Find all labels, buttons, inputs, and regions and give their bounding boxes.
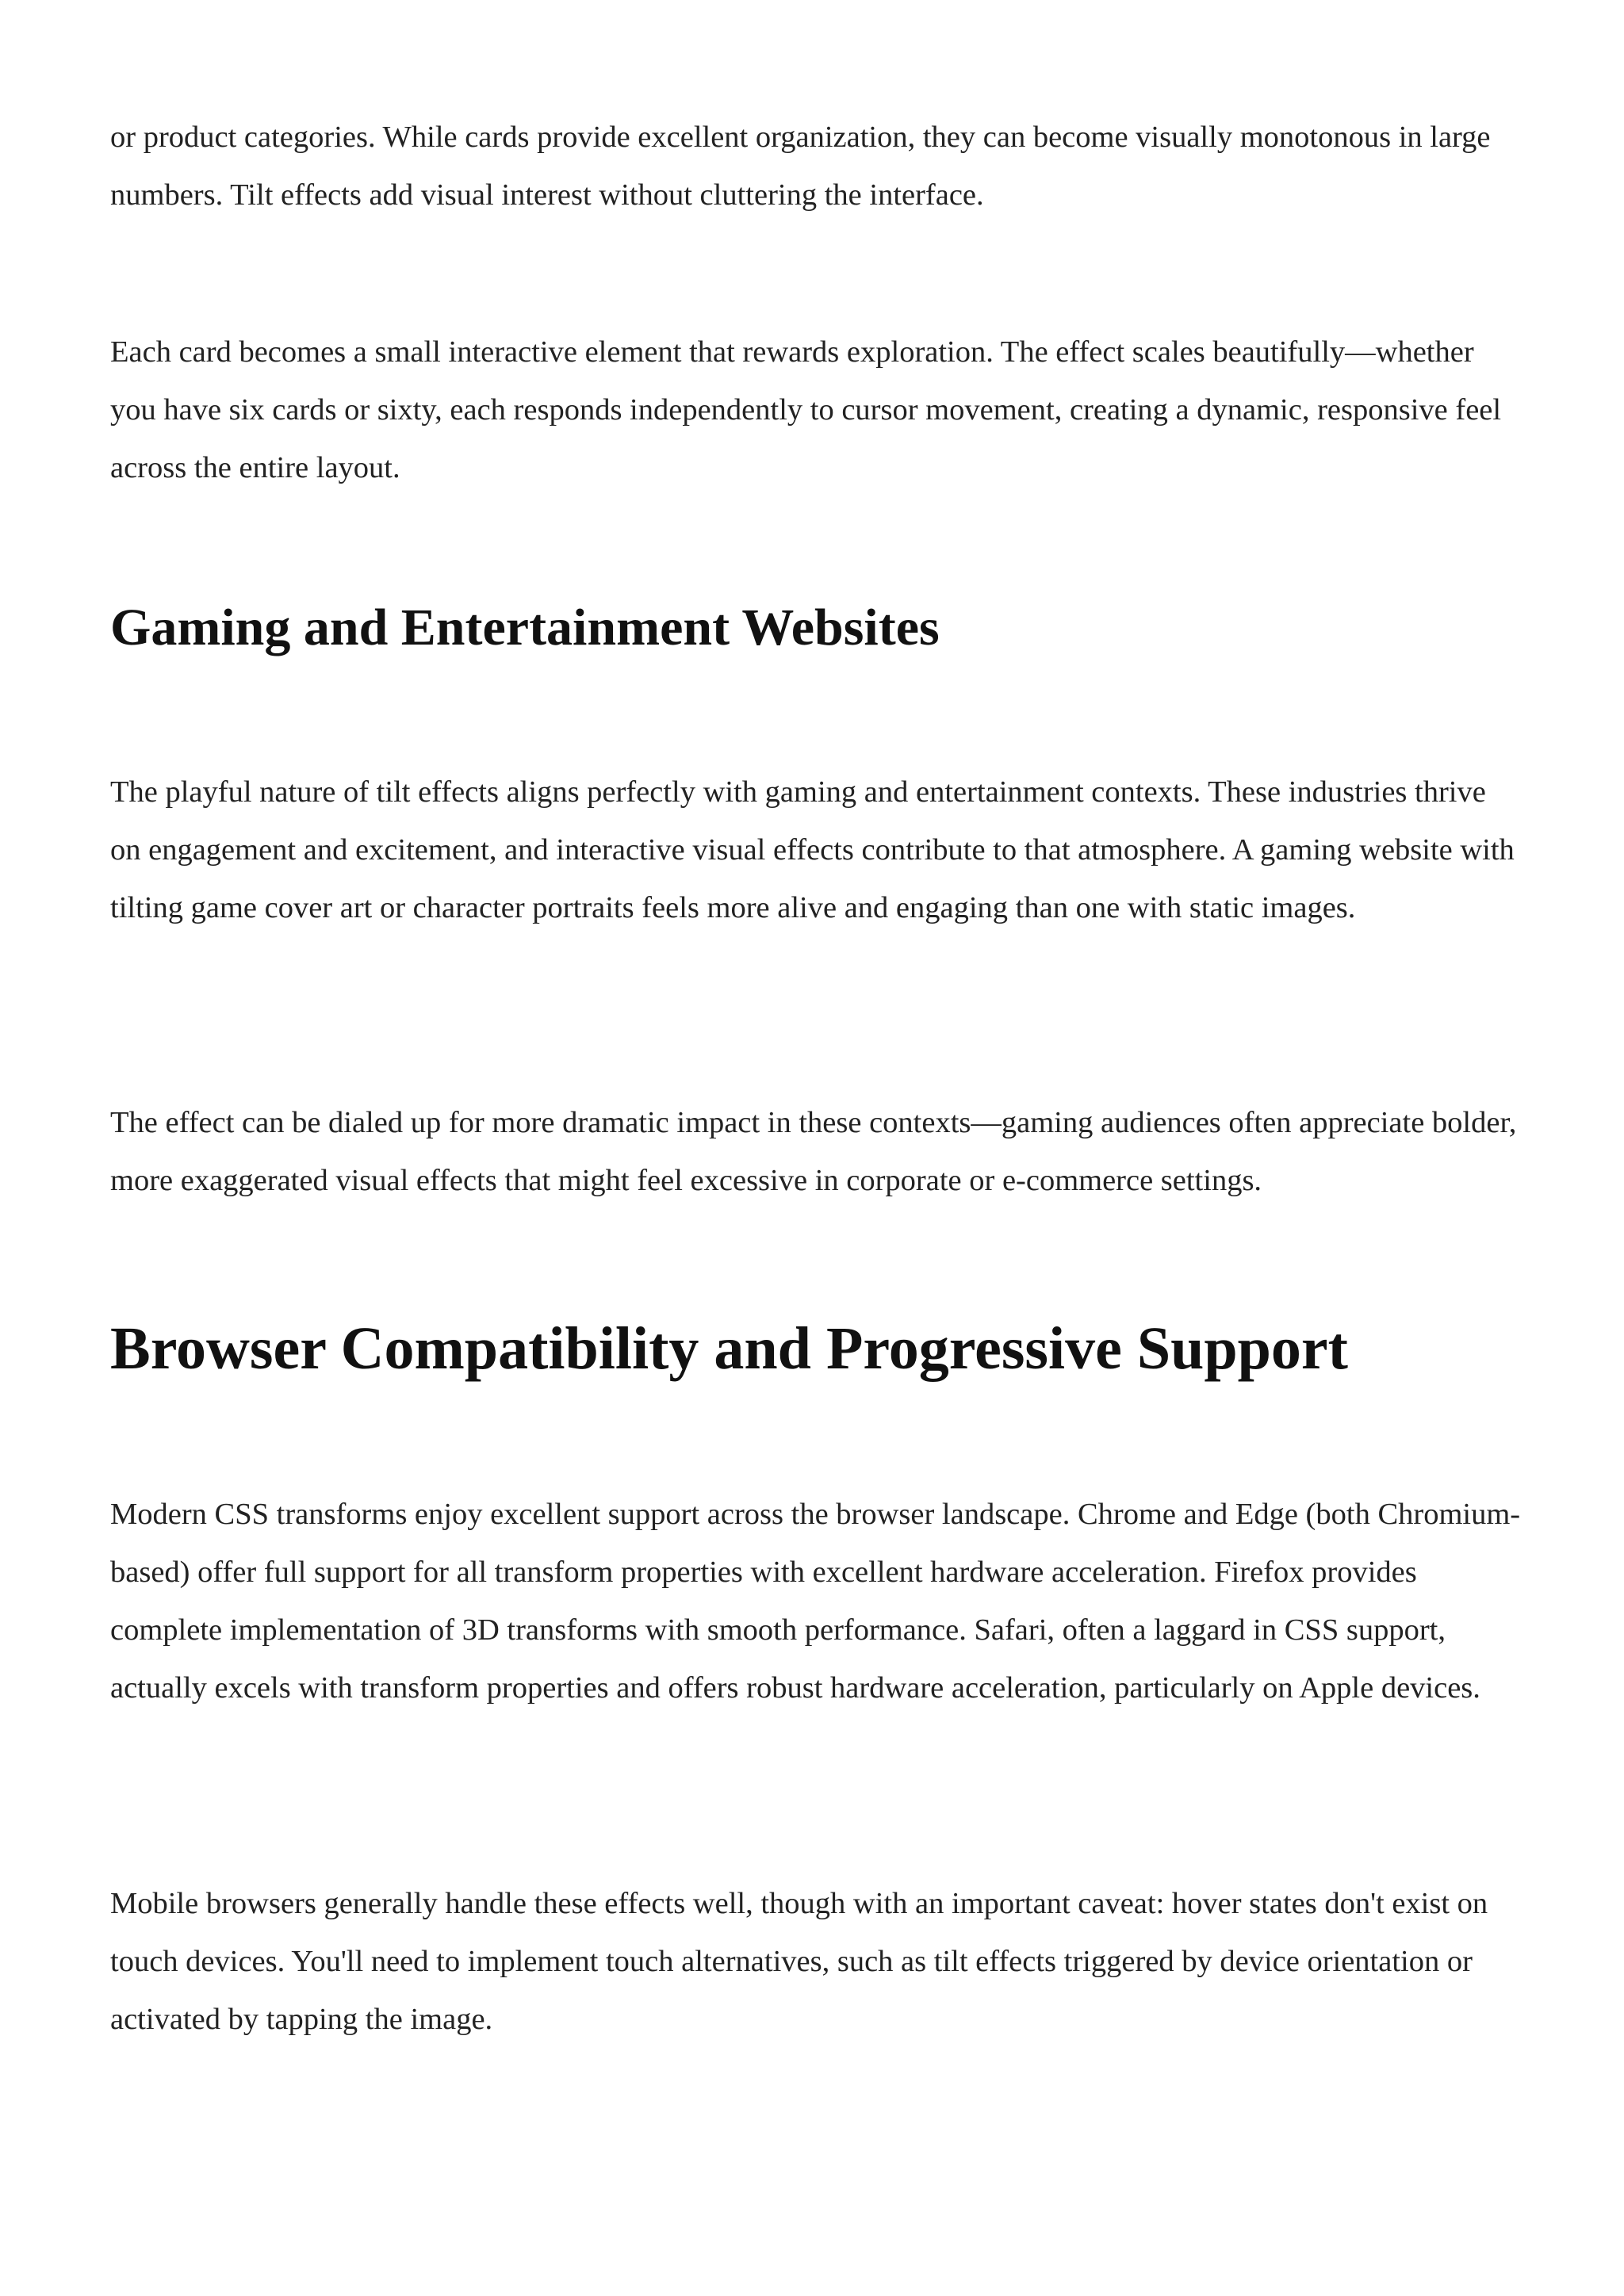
paragraph-gaming-1: The playful nature of tilt effects aligns perfectly with gaming and entertainment contexts. These industries thrive on engagement and excitement, and interactive visual effects contribute to that atmosphere. A gaming website with tilting game cover art or character portraits feels more alive and engaging than one with static images.	[110, 775, 1515, 924]
paragraph-browser-1: Modern CSS transforms enjoy excellent support across the browser landscape. Chrome and Edge (both Chromium-based) offer full support for all transform properties with excellent hardware acceleration. Firefox provides complete implementation of 3D transforms with smooth performance. Safari, often a laggard in CSS support, actually excels with transform properties and offers robust hardware acceleration, particularly on Apple devices.	[110, 1498, 1521, 1705]
paragraph-browser-2: Mobile browsers generally handle these effects well, though with an important caveat: hover states don't exist on touch devices. You'll need to implement touch alternatives, such as tilt effects triggered by device orientation or activated by tapping the image.	[110, 1887, 1488, 2036]
heading-browser-compatibility: Browser Compatibility and Progressive Support	[110, 1315, 1348, 1382]
paragraph-intro-continued: or product categories. While cards provide excellent organization, they can become visually monotonous in large numbers. Tilt effects add visual interest without cluttering the interface.	[110, 121, 1491, 212]
heading-gaming-entertainment: Gaming and Entertainment Websites	[110, 599, 940, 656]
paragraph-each-card: Each card becomes a small interactive element that rewards exploration. The effect scales beautifully—whether you have six cards or sixty, each responds independently to cursor movement, creating a dynamic, responsive feel across the entire layout.	[110, 335, 1502, 484]
paragraph-gaming-2: The effect can be dialed up for more dramatic impact in these contexts—gaming audiences often appreciate bolder, more exaggerated visual effects that might feel excessive in corporate or e-commerce settings.	[110, 1106, 1517, 1197]
